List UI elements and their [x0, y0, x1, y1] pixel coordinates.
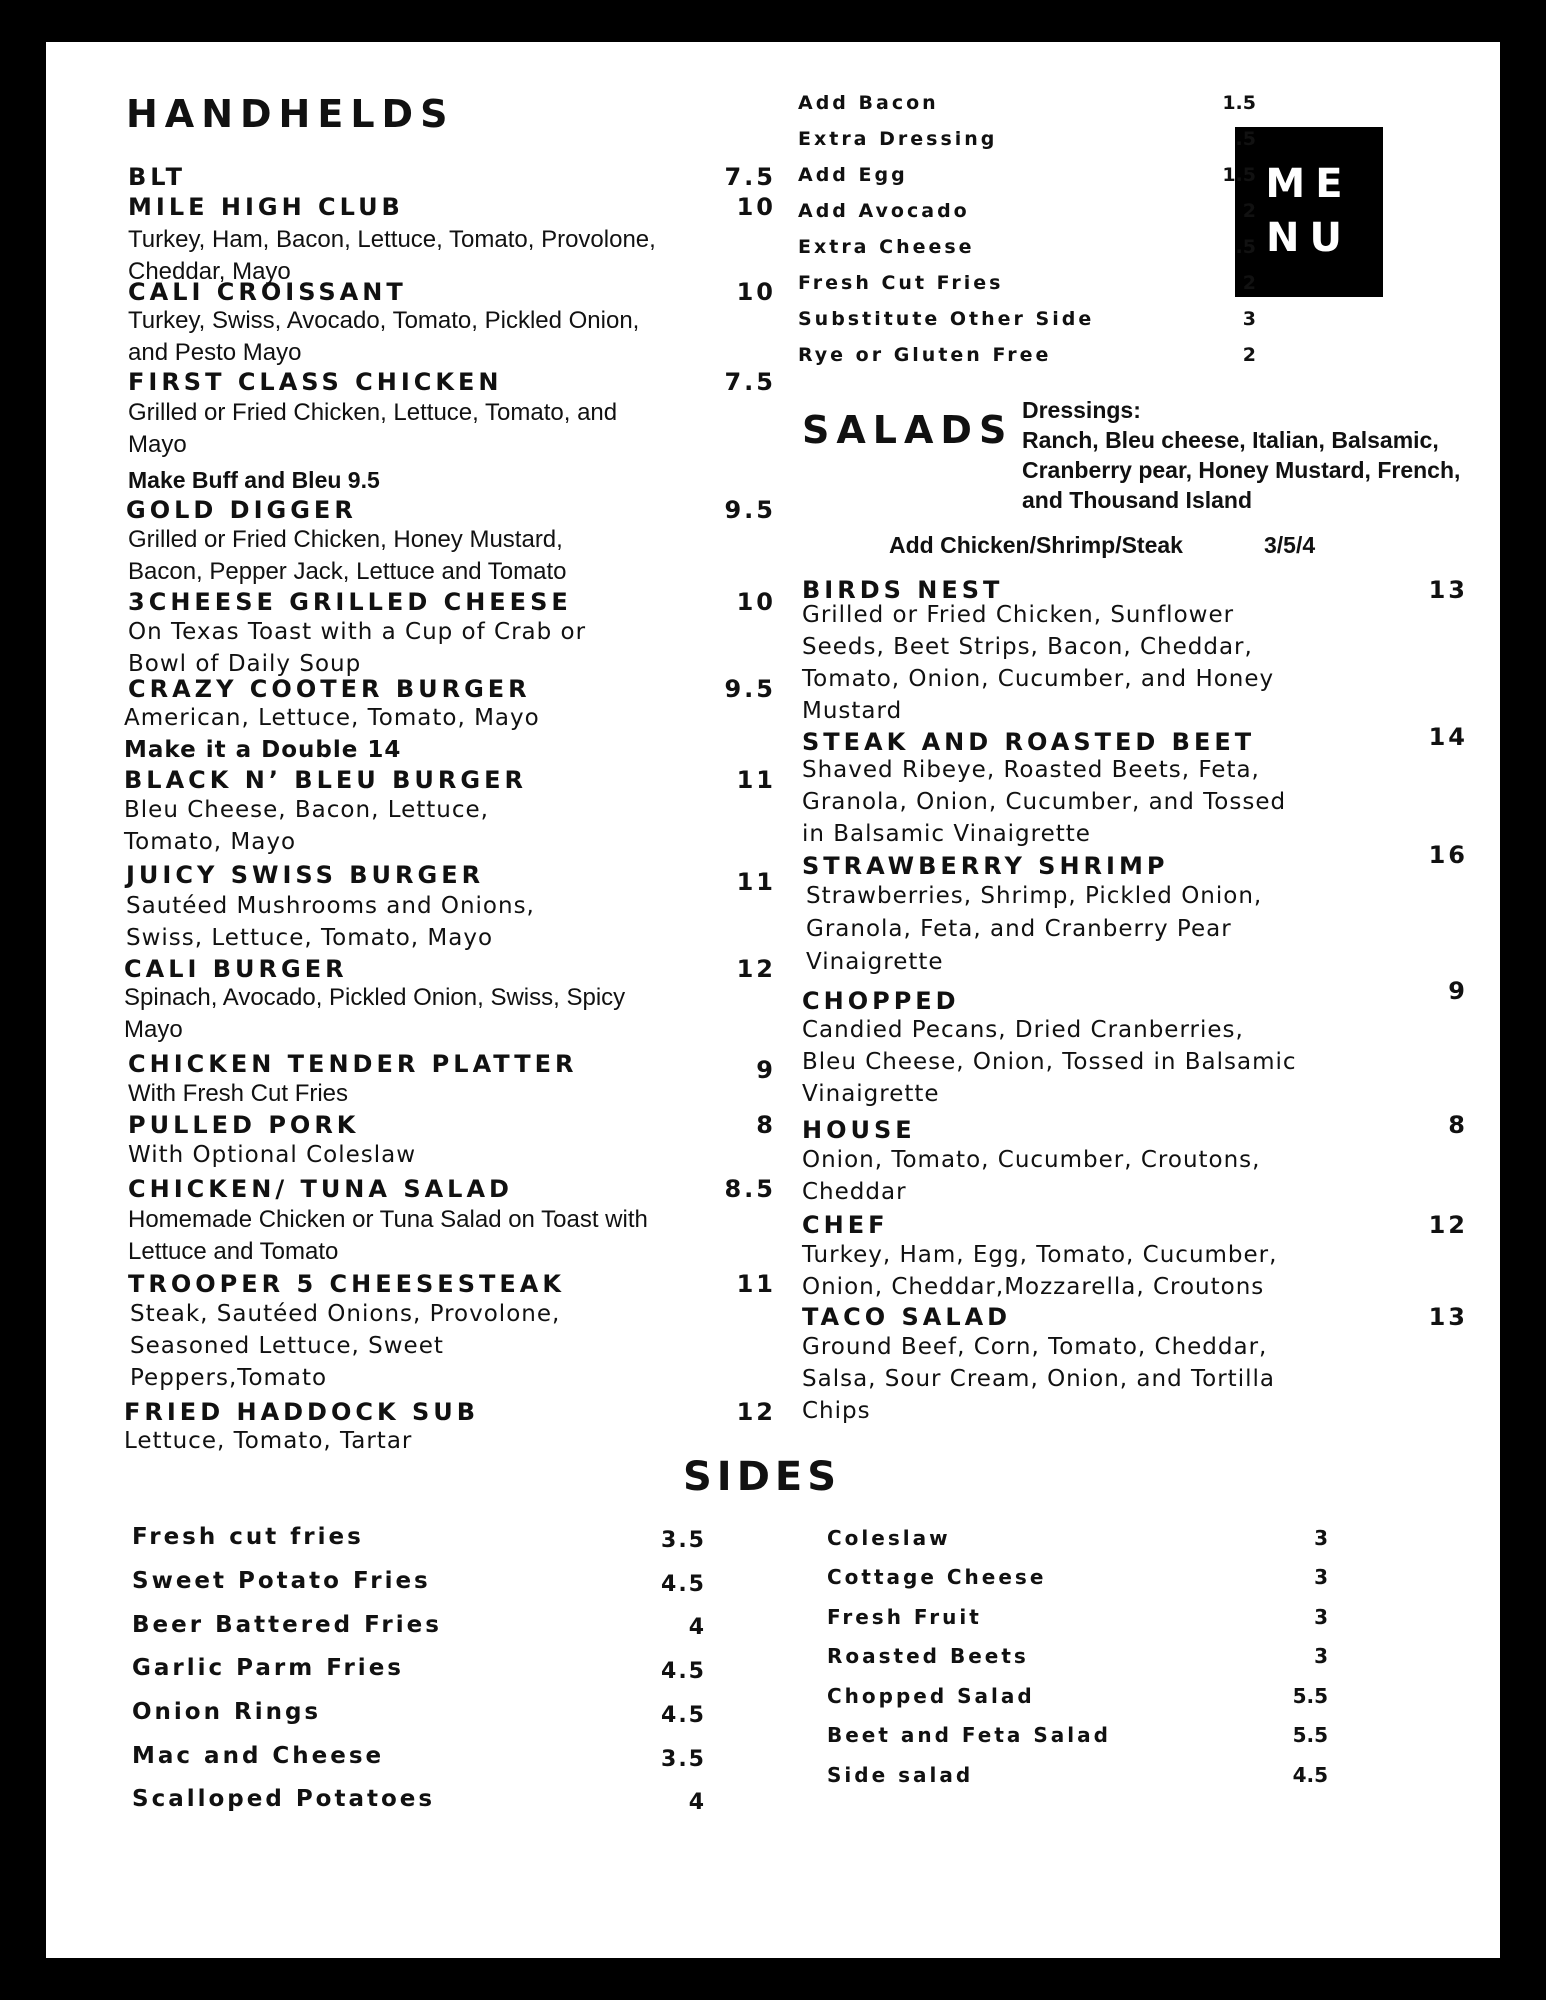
addon-price: .5 — [1235, 128, 1256, 150]
side-name: Roasted Beets — [827, 1644, 1029, 1668]
salad-name: BIRDS NEST — [802, 576, 1004, 604]
side-price: 3 — [1314, 1644, 1328, 1668]
addon-name: Fresh Cut Fries — [798, 272, 1004, 294]
addon-price: 3 — [1242, 308, 1256, 330]
item-description: Sautéed Mushrooms and Onions, Swiss, Lettuce, Tomato, Mayo — [126, 893, 535, 951]
side-name: Onion Rings — [132, 1699, 322, 1725]
addon-price: 1.5 — [1222, 164, 1256, 186]
addon-name: Extra Dressing — [798, 128, 998, 150]
side-name: Mac and Cheese — [132, 1743, 385, 1769]
side-name: Chopped Salad — [827, 1684, 1035, 1708]
side-price: 4.5 — [661, 1572, 706, 1597]
item-price: 11 — [736, 868, 776, 896]
salad-price: 12 — [1428, 1211, 1468, 1239]
item-price: 7.5 — [724, 368, 776, 396]
item-description: Spinach, Avocado, Pickled Onion, Swiss, Spicy Mayo — [124, 984, 626, 1043]
item-description: Steak, Sautéed Onions, Provolone, Seasoned Lettuce, Sweet Peppers,Tomato — [130, 1301, 561, 1391]
item-price: 10 — [736, 588, 776, 616]
side-name: Cottage Cheese — [827, 1565, 1047, 1589]
item-description: Lettuce, Tomato, Tartar — [124, 1428, 413, 1454]
addon-name: Add Egg — [798, 164, 908, 186]
salad-description: Strawberries, Shrimp, Pickled Onion, Granola, Feta, and Cranberry Pear Vinaigrette — [806, 883, 1263, 975]
side-price: 4.5 — [1292, 1763, 1328, 1787]
side-name: Coleslaw — [827, 1526, 951, 1550]
dressings-label: Dressings: — [1022, 397, 1141, 423]
salad-description: Shaved Ribeye, Roasted Beets, Feta, Granola, Onion, Cucumber, and Tossed in Balsamic Vinaigrette — [802, 757, 1287, 847]
addon-price: 1.5 — [1222, 92, 1256, 114]
side-name: Garlic Parm Fries — [132, 1655, 404, 1681]
addon-price: 2 — [1242, 200, 1256, 222]
item-name: CHICKEN/ TUNA SALAD — [128, 1175, 513, 1203]
item-price: 9.5 — [724, 496, 776, 524]
side-name: Beer Battered Fries — [132, 1612, 442, 1638]
item-price: 8.5 — [724, 1175, 776, 1203]
item-note: Make Buff and Bleu 9.5 — [128, 467, 380, 493]
side-name: Sweet Potato Fries — [132, 1568, 431, 1594]
item-price: 10 — [736, 278, 776, 306]
item-name: 3CHEESE GRILLED CHEESE — [128, 588, 572, 616]
add-protein-price: 3/5/4 — [1264, 532, 1316, 558]
item-description: Grilled or Fried Chicken, Lettuce, Tomato, and Mayo — [128, 399, 618, 458]
item-price: 9 — [756, 1056, 776, 1084]
side-price: 3.5 — [661, 1747, 706, 1772]
item-price: 8 — [756, 1111, 776, 1139]
salad-description: Turkey, Ham, Egg, Tomato, Cucumber, Onion, Cheddar,Mozzarella, Croutons — [802, 1242, 1278, 1300]
side-name: Side salad — [827, 1763, 974, 1787]
item-name: PULLED PORK — [128, 1111, 360, 1139]
side-price: 3 — [1314, 1526, 1328, 1550]
item-name: MILE HIGH CLUB — [128, 193, 404, 221]
side-price: 5.5 — [1292, 1684, 1328, 1708]
item-name: JUICY SWISS BURGER — [126, 861, 485, 889]
sides-title: SIDES — [683, 1454, 842, 1500]
menu-logo-line2: NU — [1266, 215, 1352, 261]
addon-name: Rye or Gluten Free — [798, 344, 1052, 366]
salad-name: STRAWBERRY SHRIMP — [802, 852, 1169, 880]
item-description: Homemade Chicken or Tuna Salad on Toast with Lettuce and Tomato — [128, 1206, 648, 1265]
addon-name: Add Avocado — [798, 200, 970, 222]
salad-name: HOUSE — [802, 1116, 916, 1144]
item-name: BLACK N’ BLEU BURGER — [124, 766, 527, 794]
salad-price: 14 — [1428, 723, 1468, 751]
side-price: 3 — [1314, 1605, 1328, 1629]
item-name: TROOPER 5 CHEESESTEAK — [128, 1270, 565, 1298]
salad-price: 8 — [1448, 1111, 1468, 1139]
salad-description: Onion, Tomato, Cucumber, Croutons, Cheddar — [802, 1147, 1261, 1205]
salad-description: Ground Beef, Corn, Tomato, Cheddar, Salsa, Sour Cream, Onion, and Tortilla Chips — [802, 1334, 1275, 1424]
item-description: American, Lettuce, Tomato, Mayo — [124, 705, 540, 731]
handhelds-title: HANDHELDS — [126, 92, 455, 136]
item-name: FIRST CLASS CHICKEN — [128, 368, 503, 396]
item-price: 9.5 — [724, 675, 776, 703]
side-price: 3 — [1314, 1565, 1328, 1589]
addon-price: .5 — [1235, 236, 1256, 258]
salad-price: 13 — [1428, 1303, 1468, 1331]
addon-name: Add Bacon — [798, 92, 939, 114]
addon-price: 2 — [1242, 272, 1256, 294]
item-name: BLT — [128, 163, 186, 191]
side-price: 3.5 — [661, 1528, 706, 1553]
add-protein-label: Add Chicken/Shrimp/Steak — [889, 532, 1183, 558]
item-price: 11 — [736, 766, 776, 794]
item-price: 12 — [736, 1398, 776, 1426]
side-price: 4.5 — [661, 1659, 706, 1684]
item-name: CALI BURGER — [124, 955, 348, 983]
item-name: CHICKEN TENDER PLATTER — [128, 1050, 578, 1078]
salad-name: STEAK AND ROASTED BEET — [802, 728, 1256, 756]
item-description: Turkey, Ham, Bacon, Lettuce, Tomato, Provolone, Cheddar, Mayo — [128, 226, 656, 285]
salads-title: SALADS — [802, 408, 1014, 452]
menu-logo-box — [1235, 127, 1383, 297]
item-description: Turkey, Swiss, Avocado, Tomato, Pickled Onion, and Pesto Mayo — [128, 307, 640, 366]
side-price: 4.5 — [661, 1703, 706, 1728]
item-price: 10 — [736, 193, 776, 221]
addon-name: Extra Cheese — [798, 236, 975, 258]
addon-name: Substitute Other Side — [798, 308, 1095, 330]
salad-price: 9 — [1448, 977, 1468, 1005]
menu-logo-line1: ME — [1265, 161, 1353, 207]
item-note: Make it a Double 14 — [124, 737, 402, 763]
salad-name: TACO SALAD — [802, 1303, 1012, 1331]
salad-description: Candied Pecans, Dried Cranberries, Bleu Cheese, Onion, Tossed in Balsamic Vinaigrette — [802, 1017, 1297, 1107]
item-price: 12 — [736, 955, 776, 983]
side-name: Fresh cut fries — [132, 1524, 364, 1550]
item-name: CRAZY COOTER BURGER — [128, 675, 531, 703]
side-name: Scalloped Potatoes — [132, 1786, 436, 1812]
item-description: On Texas Toast with a Cup of Crab or Bowl of Daily Soup — [128, 619, 587, 677]
dressings-list: Ranch, Bleu cheese, Italian, Balsamic, Cranberry pear, Honey Mustard, French, and Thousand Island — [1022, 427, 1461, 513]
salad-price: 16 — [1428, 841, 1468, 869]
item-name: CALI CROISSANT — [128, 278, 407, 306]
item-description: Bleu Cheese, Bacon, Lettuce, Tomato, Mayo — [124, 797, 489, 855]
item-description: With Fresh Cut Fries — [128, 1080, 349, 1107]
item-description: With Optional Coleslaw — [128, 1142, 417, 1168]
salad-name: CHEF — [802, 1211, 889, 1239]
item-price: 7.5 — [724, 163, 776, 191]
side-price: 4 — [688, 1790, 706, 1815]
salad-name: CHOPPED — [802, 987, 960, 1015]
item-price: 11 — [736, 1270, 776, 1298]
side-price: 4 — [688, 1615, 706, 1640]
salad-description: Grilled or Fried Chicken, Sunflower Seeds, Beet Strips, Bacon, Cheddar, Tomato, Onion, Cucumber, and Honey Mustard — [802, 602, 1275, 724]
item-name: FRIED HADDOCK SUB — [124, 1398, 480, 1426]
side-name: Beet and Feta Salad — [827, 1723, 1111, 1747]
item-name: GOLD DIGGER — [126, 496, 357, 524]
salad-price: 13 — [1428, 576, 1468, 604]
side-price: 5.5 — [1292, 1723, 1328, 1747]
addon-price: 2 — [1242, 344, 1256, 366]
item-description: Grilled or Fried Chicken, Honey Mustard, Bacon, Pepper Jack, Lettuce and Tomato — [128, 526, 567, 585]
menu-page — [46, 42, 1500, 1958]
side-name: Fresh Fruit — [827, 1605, 982, 1629]
